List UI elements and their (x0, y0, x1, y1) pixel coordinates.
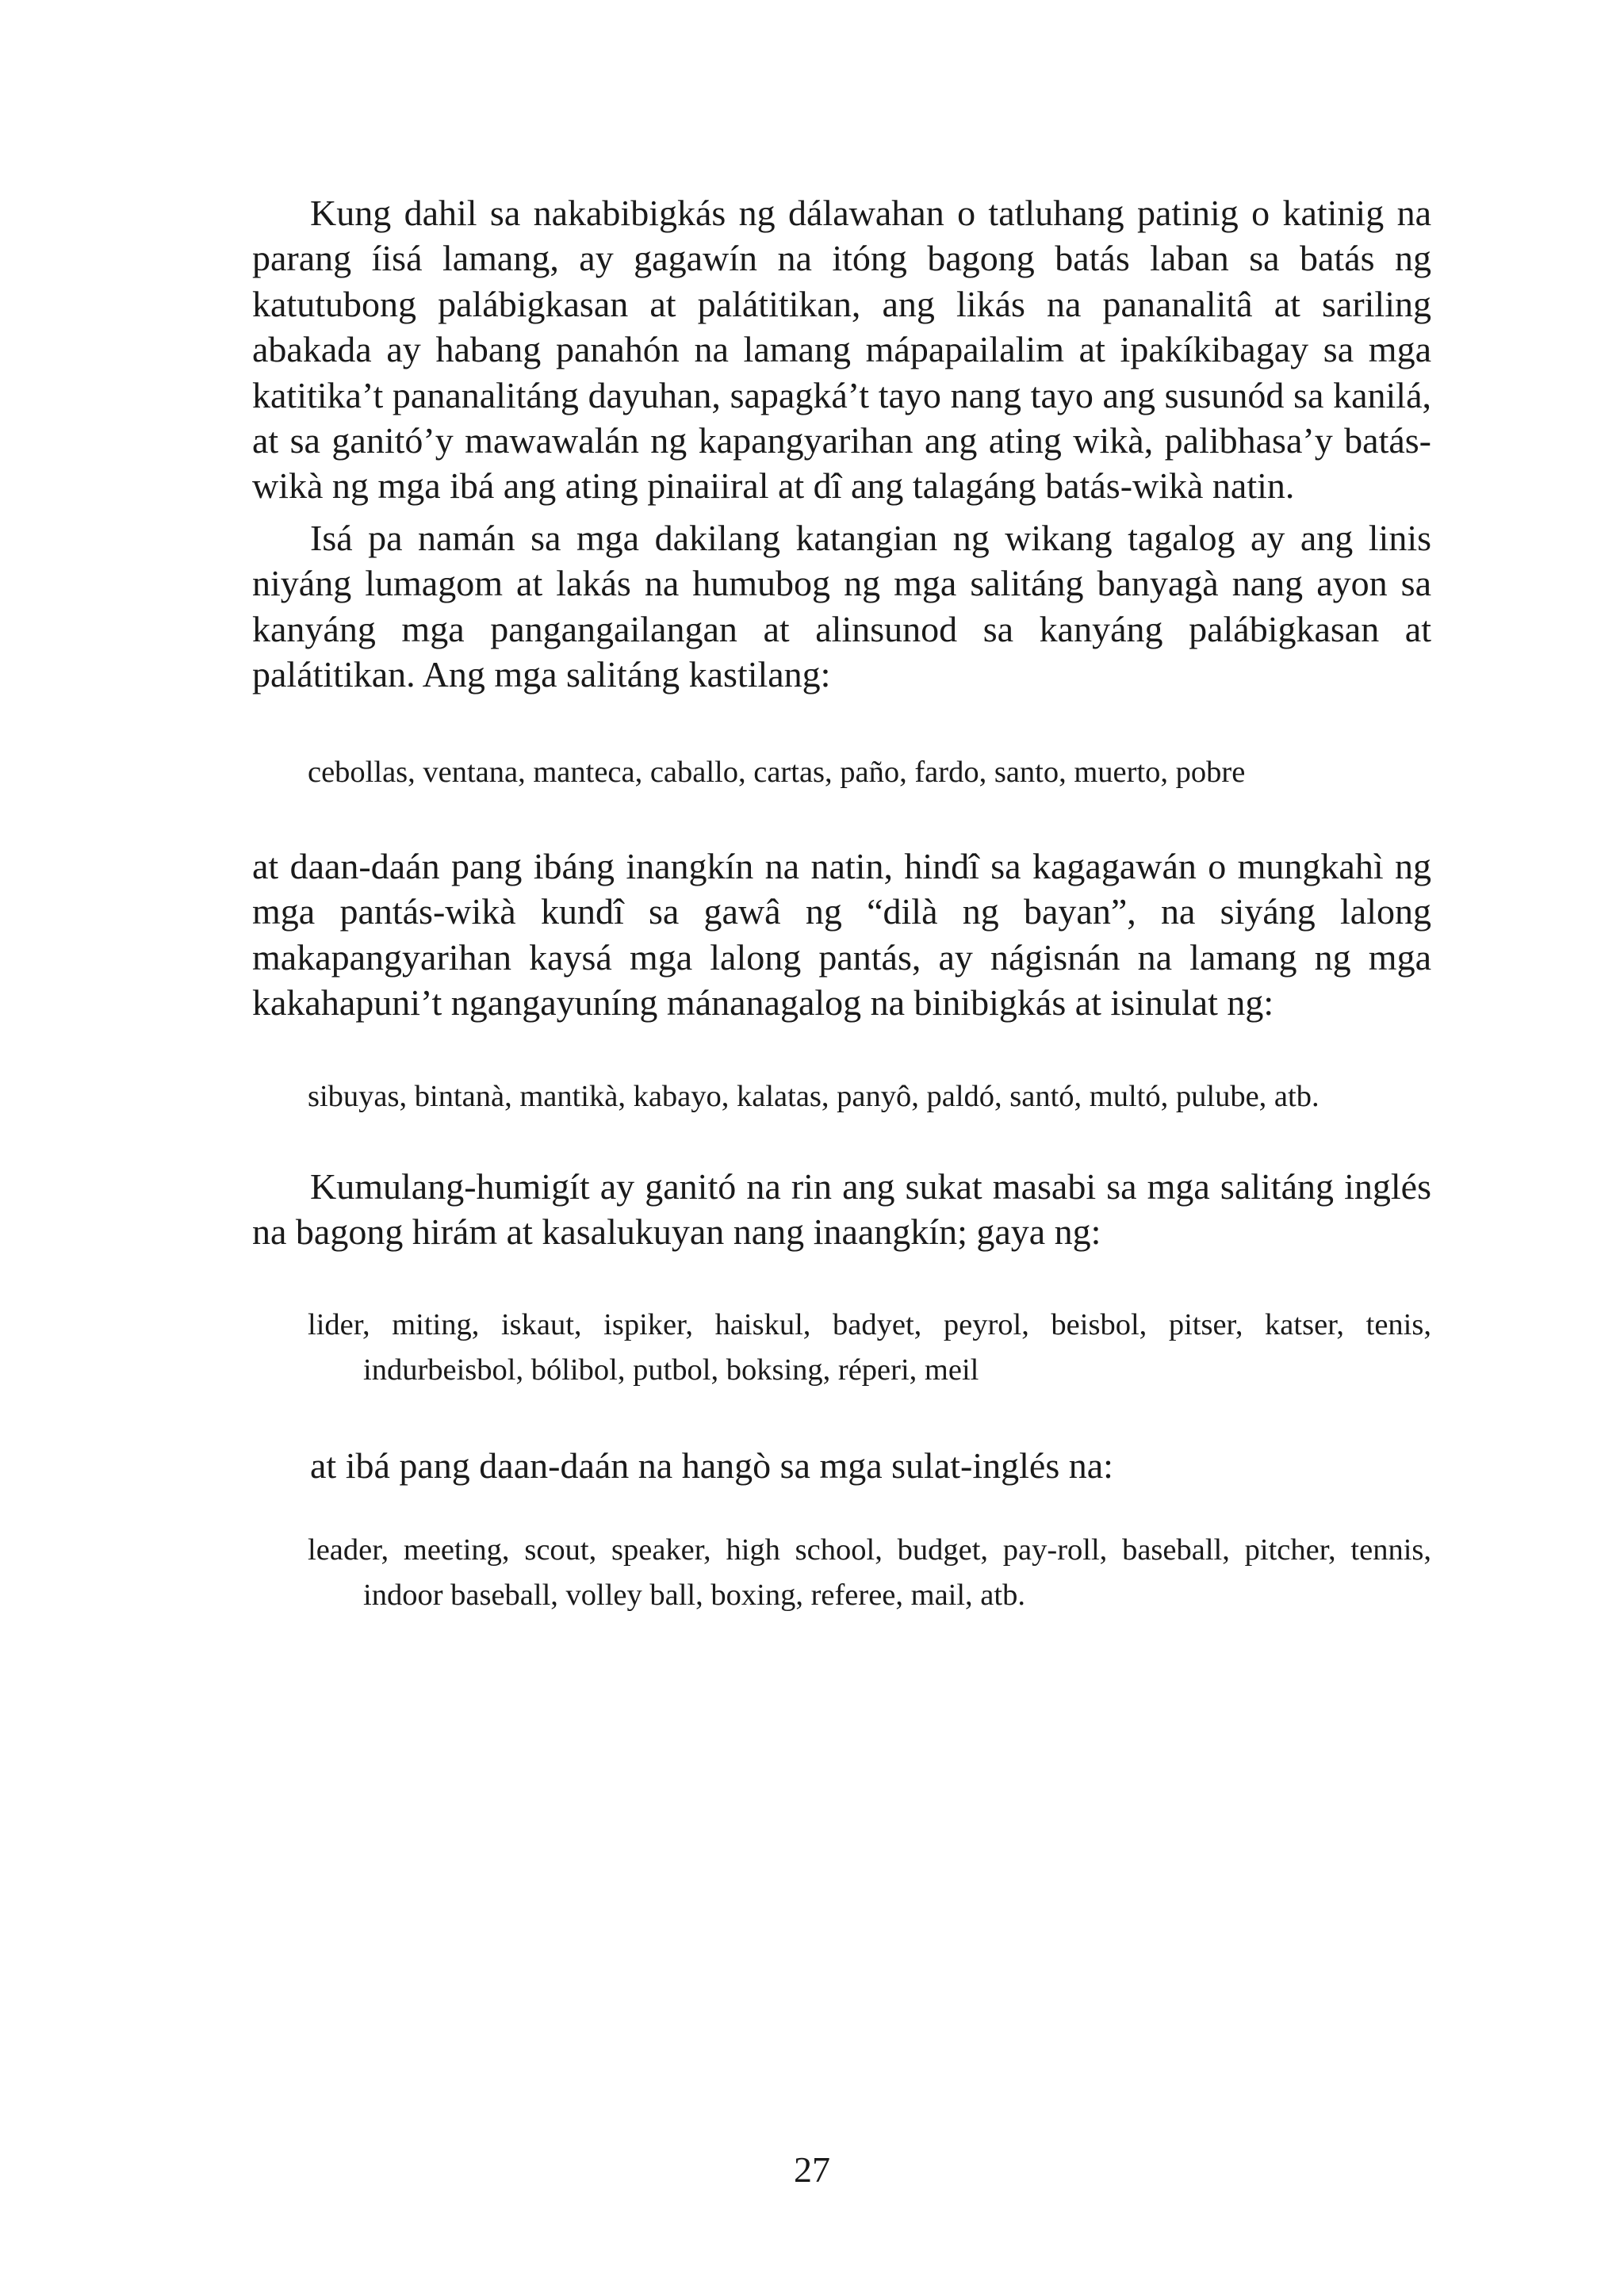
example-spanish-words: cebollas, ventana, manteca, caballo, cartas, paño, fardo, santo, muerto, pobre (308, 756, 1246, 789)
example-english-words: leader, meeting, scout, speaker, high school, budget, pay-roll, baseball, pitcher, tennis, indoor baseball, volley ball, boxing, referee, mail, atb. (308, 1533, 1431, 1612)
example-english-tagalized-words: lider, miting, iskaut, ispiker, haiskul, badyet, peyrol, beisbol, pitser, katser, tenis, indurbeisbol, bólibol, putbol, boksing, réperi, meil (308, 1308, 1431, 1387)
example-tagalog-words: sibuyas, bintanà, mantikà, kabayo, kalatas, panyô, paldó, santó, multó, pulube, atb. (308, 1080, 1320, 1113)
paragraph-3: at daan-daán pang ibáng inangkín na natin, hindî sa kagagawán o mungkahì ng mga pantás-wikà kundî sa gawâ ng “dilà ng bayan”, na siyáng lalong makapangyarihan kaysá mga lalong pantás, ay nágisnán na lamang ng mga kakahapuni’t ngangayuníng mánanagalog na binibigkás at isinulat ng: (252, 846, 1431, 1024)
paragraph-5: at ibá pang daan-daán na hangò sa mga sulat-inglés na: (310, 1445, 1113, 1486)
paragraph-1: Kung dahil sa nakabibigkás ng dálawahan o tatluhang patinig o katinig na parang íisá lamang, ay gagawín na itóng bagong batás laban sa batás ng katutubong palábigkasan at palátitikan, ang likás na pananalitâ at sariling abakada ay habang panahón na lamang mápapailalim at ipakíkibagay sa mga katitika’t pananalitáng dayuhan, sapagká’t tayo nang tayo ang susunód sa kanilá, at sa ganitó’y mawawalán ng kapangyarihan ang ating wikà, palibhasa’y batás-wikà ng mga ibá ang ating pinaiiral at dî ang talagáng batás-wikà natin. (252, 193, 1431, 507)
paragraph-4: Kumulang-humigít ay ganitó na rin ang sukat masabi sa mga salitáng inglés na bagong hirám at kasalukuyan nang inaangkín; gaya ng: (252, 1166, 1431, 1253)
paragraph-2: Isá pa namán sa mga dakilang katangian ng wikang tagalog ay ang linis niyáng lumagom at lakás na humubog ng mga salitáng banyagà nang ayon sa kanyáng mga pangangailangan at alinsunod sa kanyáng palábigkasan at palátitikan. Ang mga salitáng kastilang: (252, 518, 1431, 695)
page-number: 27 (794, 2149, 830, 2190)
